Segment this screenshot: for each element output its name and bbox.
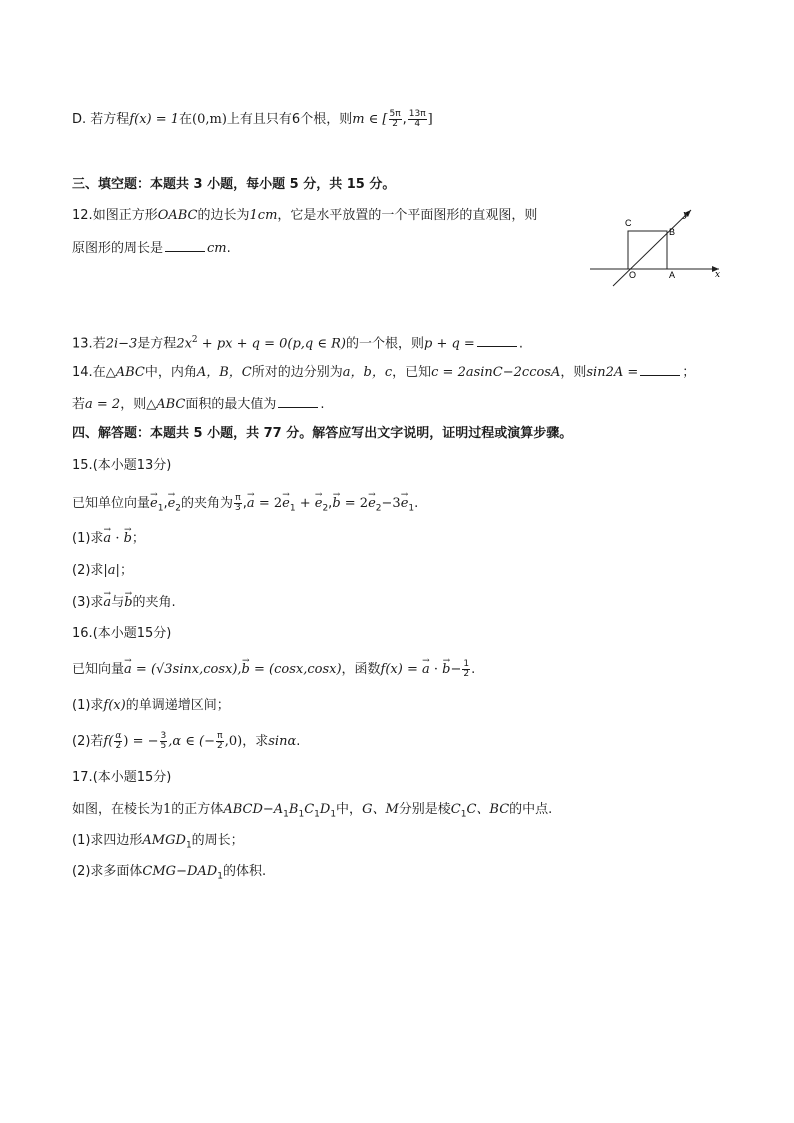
denominator: 3 (235, 503, 241, 513)
text: 的夹角. (132, 595, 176, 610)
math: B (288, 802, 299, 817)
math: = 2 (254, 496, 283, 511)
text: 中，内角 (144, 365, 197, 380)
vector: → b (124, 530, 132, 548)
question-16-header (72, 625, 171, 643)
math: 1 (163, 802, 172, 817)
section-3-heading: 三、填空题：本题共 3 小题，每小题 5 分，共 15 分。 (72, 177, 396, 192)
fraction (408, 110, 427, 129)
label-x: x (715, 270, 721, 280)
subscript: 1 (460, 809, 467, 820)
label-b: B (669, 227, 676, 237)
numerator: π (235, 493, 241, 503)
label-y: y (683, 210, 689, 220)
math: △ABC (146, 397, 186, 412)
text: ，求 (242, 734, 269, 749)
text: ； (682, 365, 696, 380)
text: 在 (92, 365, 106, 380)
subscript: 2 (322, 503, 329, 514)
text: (1)求 (72, 531, 104, 546)
question-17-stem (72, 801, 552, 824)
math: f(x) (103, 698, 126, 713)
section-4-heading: 四、解答题：本题共 5 小题，共 77 分。解答应写出文字说明，证明过程或演算步骤。 (72, 426, 573, 441)
vector: → b (442, 661, 450, 679)
question-16-part-1 (72, 697, 230, 715)
text: 所对的边分别为 (251, 365, 343, 380)
math: 2i−3 (105, 336, 138, 352)
text: . (296, 734, 301, 749)
text: ，则 (120, 397, 147, 412)
text: 的中点. (509, 802, 553, 817)
text: 若方程 (90, 112, 130, 127)
math: ABCD−A (223, 802, 284, 817)
option-d-line: D. 若方程f(x) = 1在(0,m)上有且只有6个根，则m ∈ [ $\frac{5\pi}{2}$ , $\frac{13\pi}{4}$ ] (72, 109, 433, 129)
subscript: 1 (283, 809, 289, 820)
option-label: D. (72, 112, 87, 127)
math: G、M (362, 802, 399, 817)
question-number: 12. (72, 208, 93, 223)
text: 的单调递增区间； (125, 698, 230, 713)
text: 是方程 (137, 336, 177, 352)
numerator: α (115, 731, 122, 741)
text: . (226, 241, 231, 256)
math: = 2 (340, 496, 369, 511)
question-16-part-2 (72, 732, 300, 751)
text: (3)求 (72, 595, 104, 610)
vector: → e (315, 495, 323, 513)
text: 在 (179, 112, 193, 127)
vector: → a (124, 661, 132, 679)
question-number: 17. (72, 770, 93, 785)
math: |a| (103, 563, 120, 578)
denominator: 2 (392, 119, 398, 129)
vector: → a (103, 530, 111, 548)
answer-blank[interactable] (477, 334, 517, 347)
text: 已知单位向量 (72, 496, 151, 511)
math: AMGD (142, 833, 186, 848)
math: f(x) = (380, 662, 422, 677)
text: 面积的最大值为 (185, 397, 277, 412)
text: 若 (72, 397, 86, 412)
subscript: 1 (330, 809, 337, 820)
text: , (328, 496, 333, 511)
fraction (462, 660, 470, 679)
question-12-line-2 (72, 239, 231, 258)
math: sinα (268, 734, 297, 749)
vector: → a (103, 594, 111, 612)
points: (本小题15分) (92, 626, 172, 641)
denominator: 2 (463, 669, 470, 679)
vector: → b (332, 495, 340, 513)
square-oblique-diagram (585, 205, 725, 290)
text: ，已知 (392, 365, 432, 380)
answer-blank[interactable] (165, 239, 205, 252)
vector: → a (247, 495, 255, 513)
math: D (319, 802, 331, 817)
question-13-line (72, 331, 523, 353)
math: = (cosx,cosx) (249, 662, 342, 677)
question-15-part-3 (72, 594, 176, 612)
text: 已知向量 (72, 662, 125, 677)
text: , (242, 496, 247, 511)
text: (1)求四边形 (72, 833, 143, 848)
question-14-line-2 (72, 395, 325, 414)
fraction (160, 732, 168, 751)
label-o: O (629, 270, 637, 280)
subscript: 1 (298, 809, 305, 820)
fraction (234, 494, 242, 513)
question-15-part-2 (72, 562, 133, 580)
text: 如图，在棱长为 (72, 802, 164, 817)
text: . (518, 336, 523, 352)
numerator: 13π (408, 109, 426, 119)
math: m ∈ [ (352, 112, 388, 127)
subscript: 1 (314, 809, 320, 820)
math: · (111, 531, 124, 546)
text: (2)若 (72, 734, 104, 749)
vector: → b (124, 594, 132, 612)
text: 如图正方形 (92, 208, 158, 223)
numerator: 5π (389, 109, 401, 119)
subscript: 1 (157, 503, 164, 514)
question-number: 16. (72, 626, 93, 641)
question-15-header (72, 457, 171, 475)
math: C (450, 802, 461, 817)
subscript: 2 (175, 503, 182, 514)
subscript: 2 (375, 503, 382, 514)
question-16-stem (72, 660, 475, 679)
text: ，它是水平放置的一个平面图形的直观图，则 (277, 208, 538, 223)
question-17-part-2 (72, 863, 266, 886)
math: p + q = (424, 336, 475, 352)
vector: → e (150, 495, 158, 513)
text: 的边长为 (197, 208, 250, 223)
math: + px + q = 0(p,q ∈ R) (197, 336, 346, 352)
subscript: 1 (408, 503, 415, 514)
subscript: 1 (217, 871, 223, 882)
label-c: C (625, 218, 632, 228)
text: 分别是棱 (398, 802, 451, 817)
text: ，则 (560, 365, 587, 380)
vector: → a (422, 661, 430, 679)
math: ,α ∈ (− (168, 734, 216, 749)
fraction (216, 732, 224, 751)
vector: → e (168, 495, 176, 513)
numerator: 1 (463, 659, 470, 669)
text: 的体积. (222, 864, 267, 879)
text: (1)求 (72, 698, 104, 713)
text: . (471, 662, 476, 677)
text: 上有且只有6个根，则 (226, 112, 353, 127)
math: f( (103, 734, 114, 749)
denominator: 5 (160, 741, 167, 751)
math: 1cm (249, 208, 278, 223)
question-12-line-1 (72, 207, 537, 225)
math: ) = − (123, 734, 159, 749)
text: 的周长； (191, 833, 244, 848)
question-17-header (72, 769, 171, 787)
denominator: 2 (217, 741, 223, 751)
vector: → e (368, 495, 376, 513)
text: 的夹角为 (181, 496, 234, 511)
text: ； (119, 563, 133, 578)
math: △ABC (105, 365, 145, 380)
square-oabc (628, 231, 667, 269)
points: (本小题15分) (92, 770, 172, 785)
vector: → e (282, 495, 290, 513)
math: ] (427, 112, 433, 127)
text: 的一个根，则 (345, 336, 424, 352)
points: (本小题13分) (92, 458, 172, 473)
answer-blank[interactable] (640, 363, 680, 376)
text: . (414, 496, 419, 511)
text: . (320, 397, 325, 412)
question-number: 15. (72, 458, 93, 473)
math: C、BC (466, 802, 510, 817)
math: sin2A = (586, 365, 639, 380)
question-15-stem (72, 494, 418, 518)
vector: → e (401, 495, 409, 513)
math: c = 2asinC−2ccosA (431, 365, 561, 380)
denominator: 2 (115, 741, 122, 751)
subscript: 1 (289, 503, 296, 514)
text: 中， (336, 802, 363, 817)
text: ，函数 (341, 662, 381, 677)
math: CMG−DAD (142, 864, 218, 879)
math: − (450, 662, 462, 677)
math: (0,m) (192, 112, 227, 127)
math: + (295, 496, 315, 511)
math: C (304, 802, 315, 817)
exponent: 2 (191, 335, 198, 345)
math: A，B，C (196, 365, 252, 380)
math: · (429, 662, 443, 677)
text: ； (131, 531, 145, 546)
numerator: π (217, 731, 223, 741)
math: 2x (176, 336, 192, 352)
text: (2)求 (72, 563, 104, 578)
math: f(x) = 1 (129, 112, 180, 127)
math: = (√3sinx,cosx), (131, 662, 242, 677)
text: , (163, 496, 168, 511)
math: OABC (157, 208, 198, 223)
denominator: 4 (414, 119, 421, 129)
math: −3 (381, 496, 401, 511)
question-15-part-1 (72, 530, 145, 548)
question-number: 14. (72, 365, 93, 380)
fraction (389, 110, 402, 129)
text: 与 (111, 595, 125, 610)
question-17-part-1 (72, 832, 244, 855)
text: 的正方体 (171, 802, 224, 817)
text: (2)求多面体 (72, 864, 143, 879)
question-14-line-1 (72, 363, 695, 382)
label-a: A (669, 270, 676, 280)
math: ,0) (224, 734, 243, 749)
answer-blank[interactable] (278, 395, 318, 408)
subscript: 1 (185, 840, 192, 851)
text: 若 (92, 336, 106, 352)
fraction (114, 732, 122, 751)
math: a = 2 (85, 397, 121, 412)
question-number: 13. (72, 336, 93, 352)
math: a，b，c (342, 365, 393, 380)
unit: cm (207, 241, 227, 256)
text: 原图形的周长是 (72, 241, 164, 256)
vector: → b (242, 661, 250, 679)
numerator: 3 (160, 731, 167, 741)
